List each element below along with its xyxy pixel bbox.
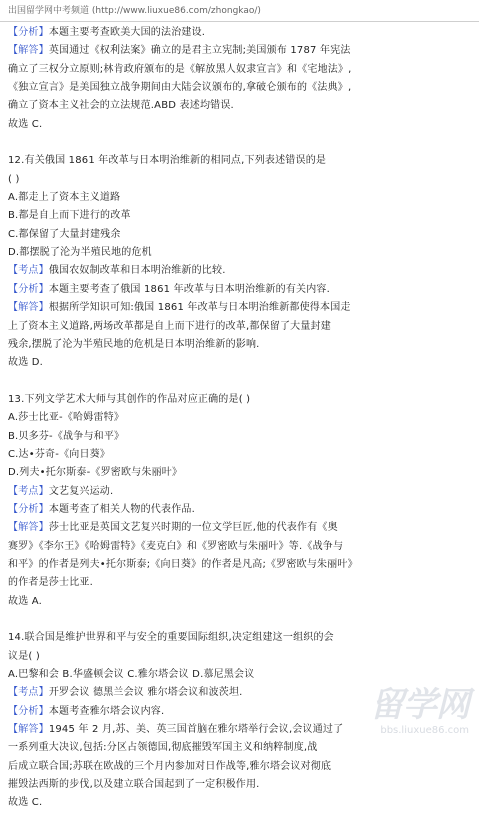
section-tag: 【解答】 [8,302,49,314]
line-text: 摧毁法西斯的步伐,以及建立联合国起到了一定积极作用. [8,779,260,791]
section-tag: 【解答】 [8,724,49,736]
watermark [329,685,469,755]
text-line [8,428,471,446]
text-line [8,648,471,666]
line-text: 故选 C. [8,118,43,130]
line-text: A.都走上了资本主义道路 [8,192,121,204]
text-line [8,244,471,262]
section-tag: 【分析】 [8,705,49,717]
line-text: 本题考查了相关人物的代表作品. [48,503,195,515]
text-line [8,116,471,134]
line-text: 上了资本主义道路,两场改革都是自上而下进行的改革,都保留了大量封建 [8,320,331,332]
section-tag: 【考点】 [8,687,49,699]
blank-line [8,373,471,391]
line-text: 议是( ) [8,650,40,662]
line-text: ( ) [8,173,20,185]
section-tag: 【分析】 [8,27,49,38]
line-text: 的作者是莎士比亚. [8,577,93,589]
line-text: D.列夫•托尔斯泰-《罗密欧与朱丽叶》 [8,467,183,479]
section-tag: 【解答】 [8,522,49,534]
text-line [8,629,471,647]
line-text: B.都是自上而下进行的改革 [8,210,131,222]
line-text: 本题主要考查了俄国 1861 年改革与日本明治维新的有关内容. [48,283,330,295]
line-text: A.莎士比亚-《哈姆雷特》 [8,412,125,424]
text-line [8,574,471,592]
text-line [8,483,471,501]
line-text: 故选 D. [8,357,44,369]
line-text: 文艺复兴运动. [48,485,114,497]
text-line [8,464,471,482]
line-text: 确立了三权分立原则;林肯政府颁布的是《解放黑人奴隶宣言》和《宅地法》, [8,63,352,75]
line-text: 根据所学知识可知:俄国 1861 年改革与日本明治维新都使得本国走 [48,302,351,314]
header-site-name: 出国留学网中考频道 [8,6,90,16]
text-line [8,501,471,519]
line-text: 故选 C. [8,797,43,809]
watermark-logo: 留学网 [370,685,469,725]
line-text: 《独立宣言》是美国独立战争期间由大陆会议颁布的,拿破仑颁布的《法典》, [8,82,352,94]
header-url[interactable]: (http://www.liuxue86.com/zhongkao/) [91,6,261,16]
text-line [8,79,471,97]
line-text: 故选 A. [8,595,43,607]
text-line [8,226,471,244]
text-line [8,391,471,409]
line-text: 后成立联合国;苏联在欧战的三个月内参加对日作战等,雅尔塔会议对彻底 [8,760,332,772]
page-header [0,0,479,22]
blank-line [8,134,471,152]
text-line [8,281,471,299]
text-line [8,538,471,556]
text-line [8,24,471,42]
text-line [8,666,471,684]
line-text: 12.有关俄国 1861 年改革与日本明治维新的相同点,下列表述错误的是 [8,155,327,167]
line-text: 开罗会议 德黑兰会议 雅尔塔会议和波茨坦. [48,687,243,699]
text-line [8,207,471,225]
text-line [8,758,471,776]
text-line [8,354,471,372]
line-text: 13.下列文学艺术大师与其创作的作品对应正确的是( ) [8,393,251,405]
line-text: 1945 年 2 月,苏、美、英三国首脑在雅尔塔举行会议,会议通过了 [48,724,344,736]
text-line [8,593,471,611]
section-tag: 【考点】 [8,485,49,497]
line-text: 英国通过《权利法案》确立的是君主立宪制;美国颁布 1787 年宪法 [48,45,351,57]
text-line [8,152,471,170]
line-text: C.达•芬奇-《向日葵》 [8,448,111,460]
section-tag: 【考点】 [8,265,49,277]
line-text: D.都摆脱了沦为半殖民地的危机 [8,247,152,259]
text-line [8,519,471,537]
line-text: 本题主要考查欧美大国的法治建设. [48,27,206,38]
text-line [8,318,471,336]
text-line [8,446,471,464]
line-text: 和平》的作者是列夫•托尔斯泰;《向日葵》的作者是凡高;《罗密欧与朱丽叶》 [8,558,358,570]
text-line [8,61,471,79]
line-text: 14.联合国是维护世界和平与安全的重要国际组织,决定组建这一组织的会 [8,632,334,644]
text-line [8,97,471,115]
line-text: A.巴黎和会 B.华盛顿会议 C.雅尔塔会议 D.慕尼黑会议 [8,669,255,681]
line-text: 俄国农奴制改革和日本明治维新的比较. [48,265,226,277]
line-text: 赛罗》《李尔王》《哈姆雷特》《麦克白》和《罗密欧与朱丽叶》等.《战争与 [8,540,344,552]
text-line [8,299,471,317]
text-line [8,171,471,189]
line-text: 莎士比亚是英国文艺复兴时期的一位文学巨匠,他的代表作有《奥 [48,522,338,534]
section-tag: 【解答】 [8,45,49,57]
line-text: B.贝多芬-《战争与和平》 [8,430,125,442]
line-text: 一系列重大决议,包括:分区占领德国,彻底摧毁军国主义和纳粹制度,战 [8,742,318,754]
text-line [8,556,471,574]
text-line [8,42,471,60]
text-line [8,794,471,812]
line-text: 残余,摆脱了沦为半殖民地的危机是日本明治维新的影响. [8,338,260,350]
text-line [8,262,471,280]
text-line [8,336,471,354]
line-text: 本题考查雅尔塔会议内容. [48,705,165,717]
text-line [8,409,471,427]
section-tag: 【分析】 [8,283,49,295]
blank-line [8,611,471,629]
text-line [8,776,471,794]
text-line [8,189,471,207]
line-text: 确立了资本主义社会的立法规范.ABD 表述均错误. [8,100,234,112]
line-text: C.都保留了大量封建残余 [8,228,121,240]
section-tag: 【分析】 [8,503,49,515]
watermark-url: bbs.liuxue86.com [380,725,469,736]
